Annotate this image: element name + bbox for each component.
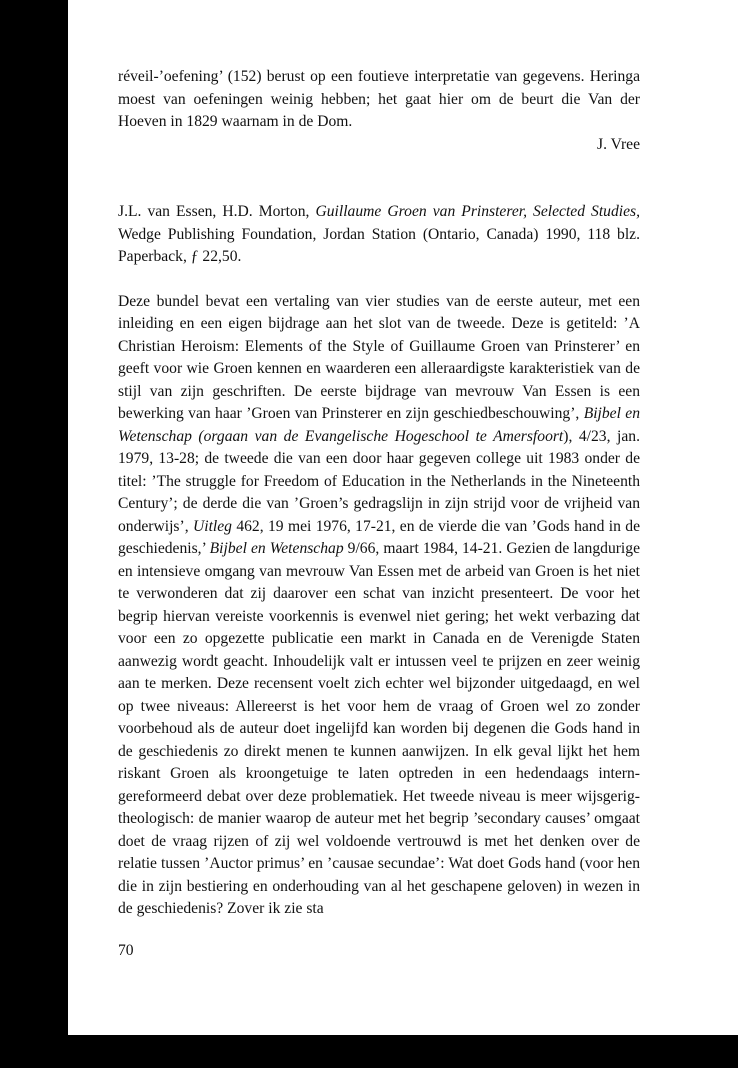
journal-title-3: Bijbel en Wetenschap: [209, 540, 344, 557]
page-number: 70: [118, 942, 134, 959]
reviewer-signature: J. Vree: [597, 135, 640, 153]
review-text-2: ), 4/23, jan. 1979, 13-28; de tweede die van een door haar gegeven college uit 1983 onder de titel: ’The struggle for Freedom of Education in the Netherlands in the Nineteenth Century’; de derde die van ’Groen’s gedragslijn in zijn strijd voor de vrijheid van onderwijs’,: [118, 427, 640, 535]
scan-bottom-border: [0, 1035, 738, 1068]
review-text-1: Deze bundel bevat een vertaling van vier studies van de eerste auteur, met een inleiding en een eigen bijdrage aan het slot van de tweede. Deze is getiteld: ’A Christian Heroism: Elements of the Style of Guillaume Groen van Prinsterer’ en geeft voor wie Groen kennen en waarderen een alleraardigste karakteristiek van de stijl van zijn geschriften. De eerste bijdrage van mevrouw Van Essen is een bewerking van haar ’Groen van Prinsterer en zijn geschiedbeschouwing’,: [118, 292, 640, 422]
page-content: [118, 66, 640, 921]
scan-left-border: [0, 0, 68, 1068]
journal-title-2: Uitleg: [192, 517, 232, 535]
bibliographic-entry: [118, 201, 640, 269]
book-publisher: Wedge Publishing Foundation, Jordan Station (Ontario, Canada) 1990, 118 blz. Paperback, ƒ 22,50.: [118, 225, 640, 265]
review-text-3: 462, 19 mei 1976, 17-21, en de vierde die van ’Gods hand in de geschiedenis,’: [118, 517, 640, 557]
review-text-4: 9/66, maart 1984, 14-21. Gezien de langdurige en intensieve omgang van mevrouw Van Essen met de arbeid van Groen is het niet te verwonderen dat zij daarover een schat van inzicht presenteert. De voor het begrip hiervan vereiste voorkennis is evenwel niet gering; het wekt verbazing dat voor een zo opgezette publicatie een markt in Canada en de Verenigde Staten aanwezig wordt geacht. Inhoudelijk valt er intussen veel te prijzen en zeer weinig aan te merken. Deze recensent voelt zich echter wel bijzonder uitgedaagd, en wel op twee niveaus: Allereerst is het voor hem de vraag of Groen wel zo zonder voorbehoud als de auteur doet ingelijfd kan worden bij degenen die Gods hand in de geschiedenis zo direkt menen te kunnen aanwijzen. In elk geval lijkt het hem riskant Groen als kroongetuige te laten optreden in een hedendaags intern-gereformeerd debat over deze problematiek. Het tweede niveau is meer wijsgerig-theologisch: de manier waarop de auteur met het begrip ’secondary causes’ omgaat doet de vraag rijzen of zij wel voldoende vertrouwd is met het denken over de relatie tussen ’Auctor primus’ en ’causae secundae’: Wat doet Gods hand (voor hen die in zijn bestiering en onderhouding van al het geschapene geloven) in wezen in de geschiedenis? Zover ik zie sta: [118, 540, 640, 917]
book-authors: J.L. van Essen, H.D. Morton,: [118, 203, 310, 220]
journal-title-1: Bijbel en Wetenschap (orgaan van de Evangelische Hogeschool te Amersfoort: [118, 405, 640, 445]
top-paragraph: réveil-’oefening’ (152) berust op een foutieve interpretatie van gegevens. Heringa moest van oefeningen weinig hebben; het gaat hier om de beurt die Van der Hoeven in 1829 waarnam in de Dom.: [118, 68, 640, 130]
review-paragraph: [118, 291, 640, 921]
book-title: Guillaume Groen van Prinsterer, Selected Studies,: [315, 203, 640, 220]
